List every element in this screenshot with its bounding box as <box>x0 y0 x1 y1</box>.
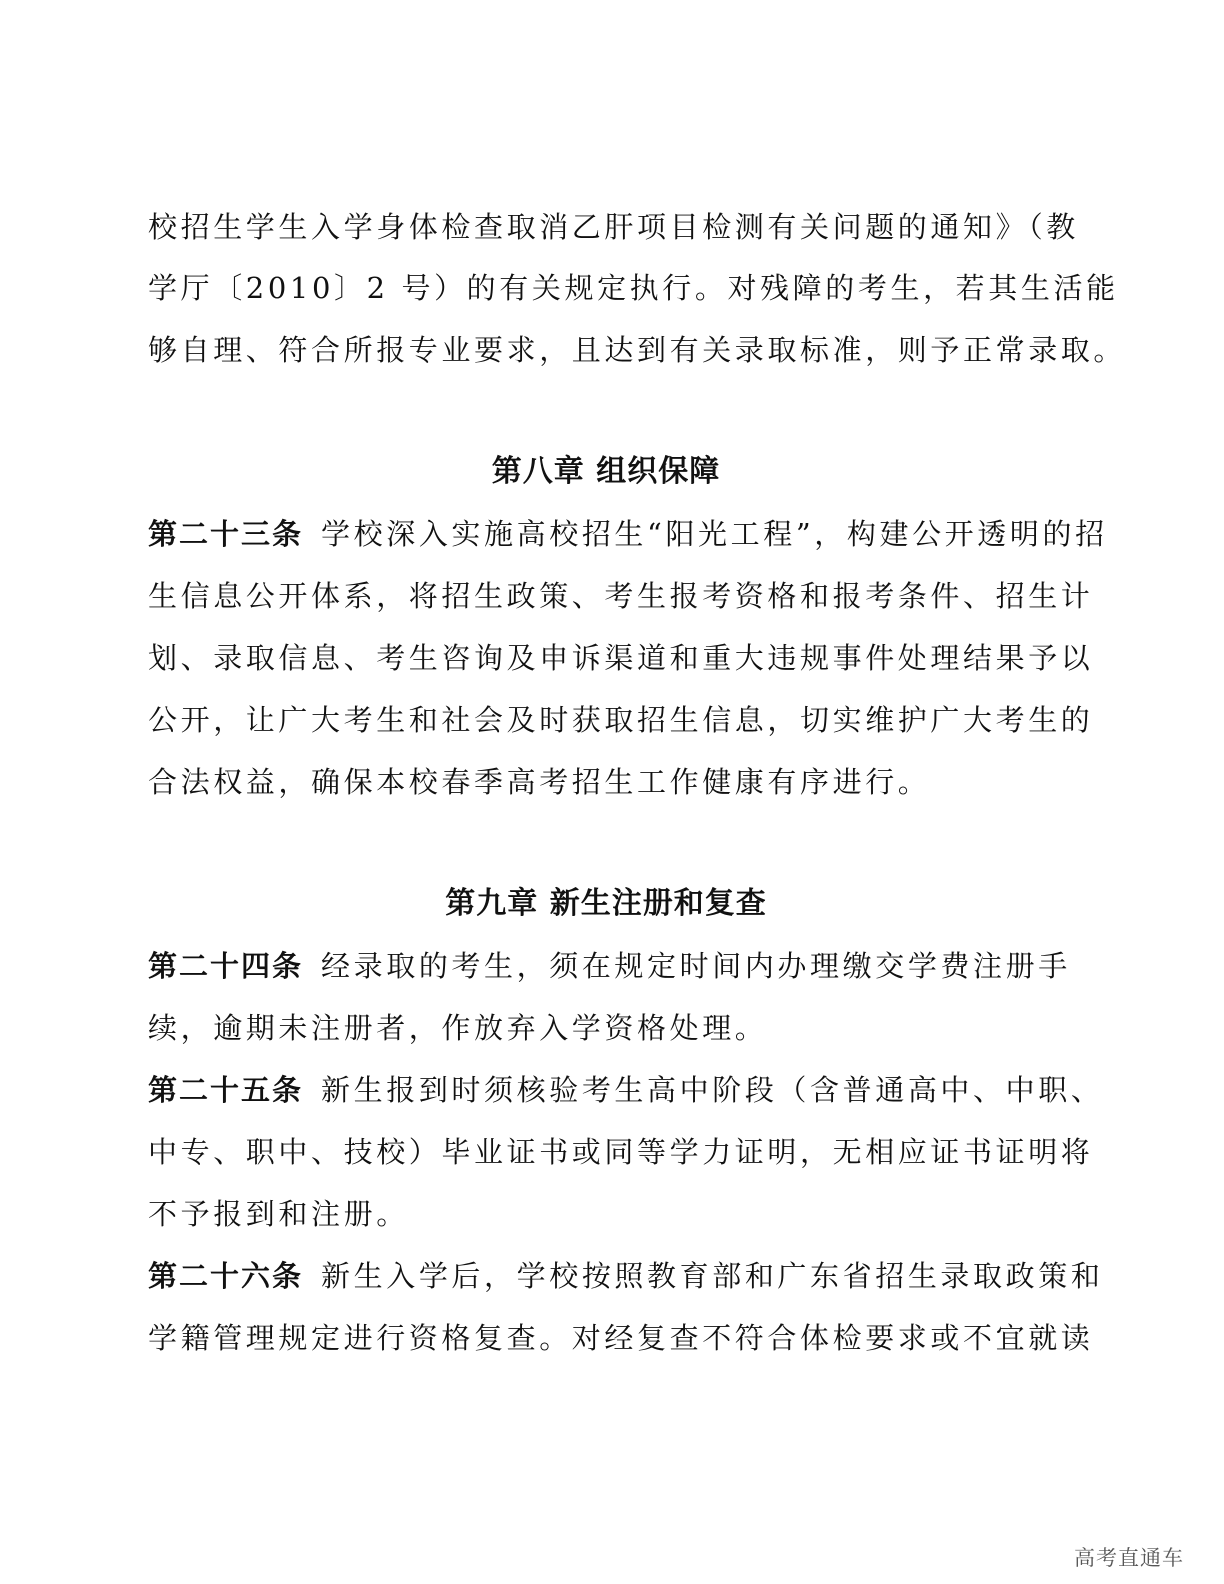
article-23-line-1 <box>148 514 1108 554</box>
article-25-line-3: 不予报到和注册。 <box>148 1197 409 1231</box>
article-25-text-1: 新生报到时须核验考生高中阶段（含普通高中、中职、 <box>321 1073 1104 1107</box>
article-24-label: 第二十四条 <box>148 949 304 983</box>
article-23-line-4: 公开，让广大考生和社会及时获取招生信息，切实维护广大考生的 <box>148 703 1094 737</box>
article-26-text-1: 新生入学后，学校按照教育部和广东省招生录取政策和 <box>321 1259 1104 1293</box>
chapter-9-heading: 第九章 新生注册和复查 <box>445 886 767 921</box>
article-26-line-1 <box>148 1256 1104 1296</box>
article-25-line-1 <box>148 1070 1104 1110</box>
article-25-label: 第二十五条 <box>148 1073 304 1107</box>
watermark: 高考直通车 <box>1074 1546 1184 1570</box>
article-26-line-2: 学籍管理规定进行资格复查。对经复查不符合体检要求或不宜就读 <box>148 1321 1094 1355</box>
article-23-line-2: 生信息公开体系，将招生政策、考生报考资格和报考条件、招生计 <box>148 579 1094 613</box>
intro-line-3: 够自理、符合所报专业要求，且达到有关录取标准，则予正常录取。 <box>148 333 1127 367</box>
article-23-line-5: 合法权益，确保本校春季高考招生工作健康有序进行。 <box>148 765 931 799</box>
article-23-label: 第二十三条 <box>148 517 304 551</box>
article-24-line-2: 续，逾期未注册者，作放弃入学资格处理。 <box>148 1011 768 1045</box>
article-26-label: 第二十六条 <box>148 1259 304 1293</box>
article-24-line-1 <box>148 946 1071 986</box>
article-23-text-1: 学校深入实施高校招生“阳光工程”，构建公开透明的招 <box>321 517 1108 551</box>
intro-line-2: 学厅〔2010〕2 号）的有关规定执行。对残障的考生，若其生活能 <box>148 271 1119 305</box>
article-25-line-2: 中专、职中、技校）毕业证书或同等学力证明，无相应证书证明将 <box>148 1135 1094 1169</box>
article-24-text-1: 经录取的考生，须在规定时间内办理缴交学费注册手 <box>321 949 1071 983</box>
article-23-line-3: 划、录取信息、考生咨询及申诉渠道和重大违规事件处理结果予以 <box>148 641 1094 675</box>
chapter-8-heading: 第八章 组织保障 <box>491 454 721 489</box>
intro-line-1: 校招生学生入学身体检查取消乙肝项目检测有关问题的通知》（教 <box>148 210 1079 244</box>
document-page <box>148 0 1127 1584</box>
